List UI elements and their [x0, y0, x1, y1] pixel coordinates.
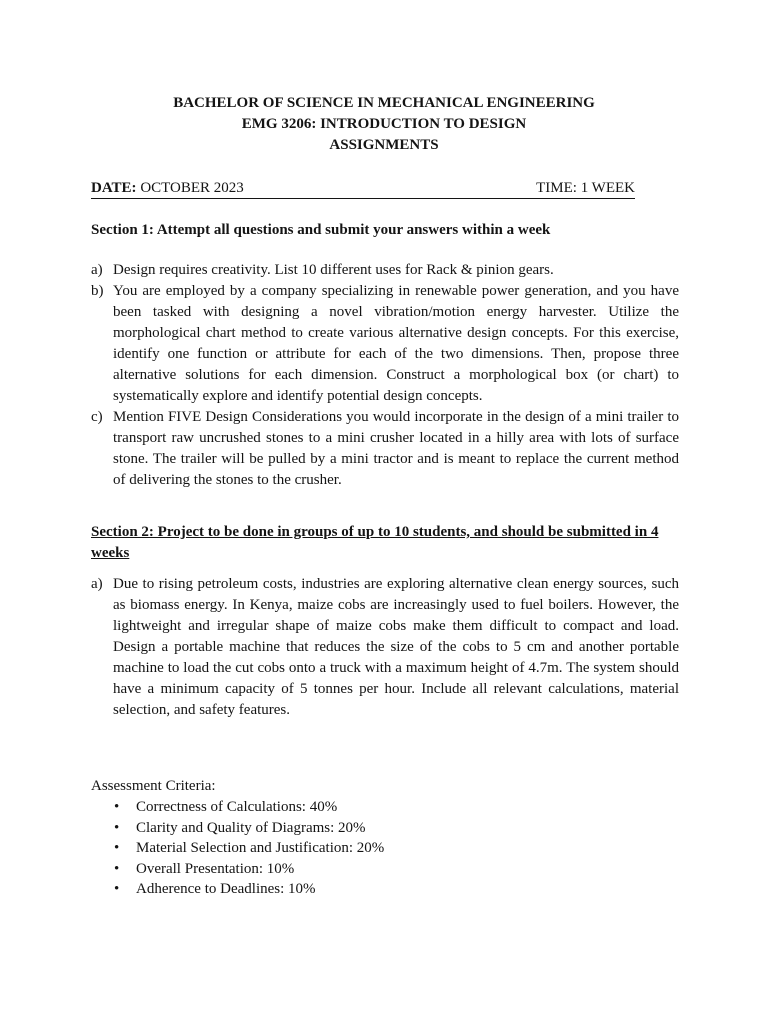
- question-label: b): [91, 283, 104, 299]
- question-text: Design requires creativity. List 10 different uses for Rack & pinion gears.: [113, 262, 554, 278]
- question-item: [91, 574, 679, 721]
- criterion-text: Correctness of Calculations: 40%: [136, 799, 338, 815]
- list-item: [114, 859, 384, 880]
- question-item: [91, 281, 679, 407]
- section-1-questions: [91, 260, 679, 491]
- question-item: [91, 260, 679, 281]
- bullet-icon: •: [114, 881, 120, 898]
- list-item: [114, 838, 384, 859]
- question-text: Due to rising petroleum costs, industries are exploring alternative clean energy sources, such as biomass energy. In Kenya, maize cobs are increasingly used to fuel boilers. However, the lightweight and irregular shape of maize cobs make them difficult to compact and load. Design a portable machine that reduces the size of the cobs to 5 cm and another portable machine to load the cut cobs onto a truck with a maximum height of 4.7m. The system should have a minimum capacity of 5 tonnes per hour. Include all relevant calculations, material selection, and safety features.: [113, 576, 679, 718]
- question-item: [91, 407, 679, 491]
- section-1-heading: Section 1: Attempt all questions and submit your answers within a week: [91, 222, 551, 238]
- bullet-icon: •: [114, 819, 120, 836]
- criterion-text: Material Selection and Justification: 20%: [136, 840, 385, 857]
- bullet-icon: •: [114, 860, 120, 877]
- document-type: ASSIGNMENTS: [329, 137, 439, 153]
- date-field: [91, 178, 244, 198]
- list-item: [114, 818, 384, 839]
- bullet-icon: •: [114, 840, 120, 857]
- question-text: Mention FIVE Design Considerations you would incorporate in the design of a mini trailer to transport raw uncrushed stones to a mini crusher located in a hilly area with lots of surface stone. The trailer will be pulled by a mini tractor and is meant to replace the current method of delivering the stones to the crusher.: [113, 409, 679, 488]
- date-time-row: [91, 178, 635, 199]
- question-label: a): [91, 262, 103, 278]
- criterion-text: Clarity and Quality of Diagrams: 20%: [136, 819, 366, 836]
- question-label: c): [91, 409, 103, 425]
- criterion-text: Overall Presentation: 10%: [136, 860, 295, 877]
- course-title: EMG 3206: INTRODUCTION TO DESIGN: [241, 116, 527, 132]
- section-2-questions: [91, 574, 679, 721]
- criterion-text: Adherence to Deadlines: 10%: [136, 881, 316, 898]
- list-item: [114, 797, 384, 818]
- assessment-criteria-title: Assessment Criteria:: [91, 778, 216, 794]
- date-label: DATE:: [91, 180, 137, 196]
- date-value: OCTOBER 2023: [136, 180, 244, 196]
- bullet-icon: •: [114, 799, 120, 815]
- question-label: a): [91, 576, 103, 592]
- section-2-heading: Section 2: Project to be done in groups of up to 10 students, and should be submitted in 4 weeks: [91, 524, 659, 561]
- program-title: BACHELOR OF SCIENCE IN MECHANICAL ENGINEERING: [173, 95, 595, 111]
- assessment-criteria-list: [114, 797, 384, 900]
- question-text: You are employed by a company specializing in renewable power generation, and you have been tasked with designing a novel vibration/motion energy harvester. Utilize the morphological chart method to create various alternative design concepts. For this exercise, identify one function or attribute for each of the two dimensions. Then, propose three alternative solutions for each dimension. Construct a morphological box (or chart) to systematically explore and identify potential design concepts.: [113, 283, 679, 404]
- time-field: TIME: 1 WEEK: [536, 180, 635, 196]
- list-item: [114, 879, 384, 900]
- document-header: [0, 93, 768, 156]
